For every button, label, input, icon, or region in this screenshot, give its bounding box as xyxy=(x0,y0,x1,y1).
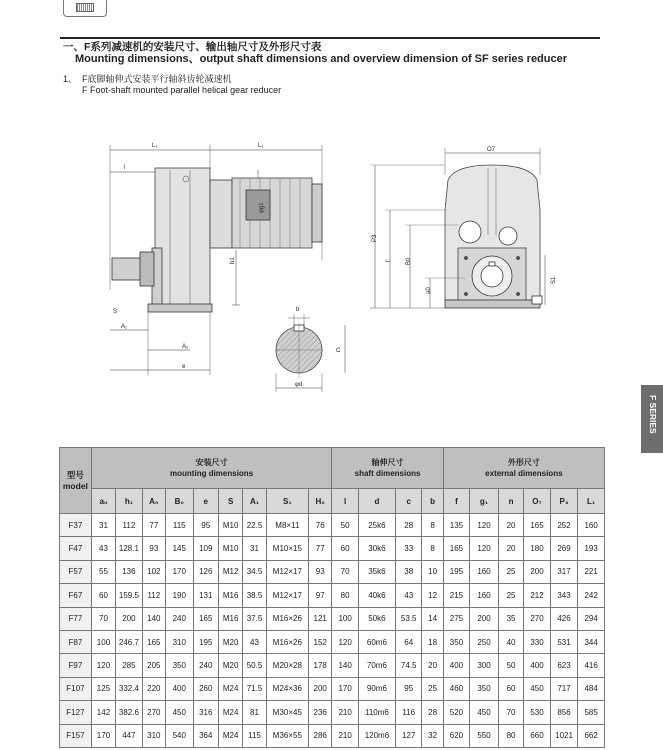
value-cell: 18 xyxy=(422,630,443,653)
value-cell: 332.4 xyxy=(116,677,143,700)
value-cell: 447 xyxy=(116,724,143,747)
value-cell: M10 xyxy=(218,514,242,537)
value-cell: M12×17 xyxy=(266,560,308,583)
value-cell: 50 xyxy=(498,654,523,677)
value-cell: 95 xyxy=(395,677,422,700)
value-cell: 43 xyxy=(91,537,115,560)
value-cell: 64 xyxy=(395,630,422,653)
value-cell: 350 xyxy=(470,677,499,700)
value-cell: 30k6 xyxy=(358,537,395,560)
value-cell: 93 xyxy=(142,537,165,560)
dim-label-h1: h1 xyxy=(230,257,236,264)
value-cell: 60m6 xyxy=(358,630,395,653)
value-cell: 77 xyxy=(309,537,332,560)
value-cell: 236 xyxy=(309,701,332,724)
value-cell: 140 xyxy=(332,654,359,677)
value-cell: 200 xyxy=(524,560,551,583)
value-cell: 165 xyxy=(443,537,470,560)
value-cell: 31 xyxy=(243,537,266,560)
value-cell: 20 xyxy=(498,537,523,560)
value-cell: 50.5 xyxy=(243,654,266,677)
value-cell: 127 xyxy=(395,724,422,747)
value-cell: M24×36 xyxy=(266,677,308,700)
value-cell: 76 xyxy=(309,514,332,537)
dim-label-O7: O7 xyxy=(487,147,496,153)
value-cell: 40k6 xyxy=(358,584,395,607)
value-cell: M20 xyxy=(218,630,242,653)
value-cell: M36×55 xyxy=(266,724,308,747)
value-cell: 100 xyxy=(332,607,359,630)
table-row xyxy=(60,654,605,677)
value-cell: 20 xyxy=(498,514,523,537)
value-cell: M16×26 xyxy=(266,630,308,653)
value-cell: M24 xyxy=(218,677,242,700)
value-cell: 100 xyxy=(91,630,115,653)
value-cell: 31 xyxy=(91,514,115,537)
value-cell: 1021 xyxy=(550,724,578,747)
value-cell: M20×28 xyxy=(266,654,308,677)
value-cell: 20 xyxy=(422,654,443,677)
column-header: l xyxy=(332,489,359,514)
value-cell: 40 xyxy=(498,630,523,653)
value-cell: 110m6 xyxy=(358,701,395,724)
value-cell: 159.5 xyxy=(116,584,143,607)
value-cell: 221 xyxy=(578,560,605,583)
dim-label-f: f xyxy=(386,260,392,262)
series-side-tab-label: F SERIES xyxy=(648,395,658,434)
value-cell: 71.5 xyxy=(243,677,266,700)
item-title-en: F Foot-shaft mounted parallel helical gear reducer xyxy=(82,85,282,95)
value-cell: 120 xyxy=(470,537,499,560)
value-cell: 330 xyxy=(524,630,551,653)
value-cell: 70 xyxy=(498,701,523,724)
value-cell: 95 xyxy=(193,514,218,537)
section-title-en: Mounting dimensions、output shaft dimensions and overview dimension of SF series reducer xyxy=(75,53,568,65)
column-header: d xyxy=(358,489,395,514)
value-cell: 195 xyxy=(193,630,218,653)
value-cell: 530 xyxy=(524,701,551,724)
value-cell: 317 xyxy=(550,560,578,583)
dim-label-g1: φg1 xyxy=(259,202,265,213)
value-cell: M24 xyxy=(218,724,242,747)
value-cell: 136 xyxy=(116,560,143,583)
value-cell: 200 xyxy=(116,607,143,630)
dim-label-l: l xyxy=(124,165,126,171)
value-cell: 210 xyxy=(332,724,359,747)
value-cell: 165 xyxy=(524,514,551,537)
table-row xyxy=(60,607,605,630)
value-cell: M16 xyxy=(218,584,242,607)
value-cell: 212 xyxy=(524,584,551,607)
value-cell: 90m6 xyxy=(358,677,395,700)
column-header: A₀ xyxy=(142,489,165,514)
value-cell: M12 xyxy=(218,560,242,583)
value-cell: 286 xyxy=(309,724,332,747)
model-cell: F47 xyxy=(60,537,92,560)
value-cell: 140 xyxy=(142,607,165,630)
value-cell: 484 xyxy=(578,677,605,700)
value-cell: 60 xyxy=(498,677,523,700)
value-cell: 170 xyxy=(91,724,115,747)
value-cell: 400 xyxy=(165,677,193,700)
value-cell: 531 xyxy=(550,630,578,653)
value-cell: 294 xyxy=(578,607,605,630)
dim-label-S: S xyxy=(113,309,118,315)
model-cell: F107 xyxy=(60,677,92,700)
value-cell: 120m6 xyxy=(358,724,395,747)
dim-label-B0: B0 xyxy=(406,257,412,265)
dimension-table xyxy=(59,447,605,748)
column-header: h₁ xyxy=(116,489,143,514)
dim-label-A1: A₁ xyxy=(121,324,128,330)
table-row xyxy=(60,584,605,607)
value-cell: 43 xyxy=(243,630,266,653)
value-cell: 210 xyxy=(332,701,359,724)
table-row xyxy=(60,724,605,747)
column-header: g₁ xyxy=(470,489,499,514)
value-cell: 220 xyxy=(142,677,165,700)
value-cell: 55 xyxy=(91,560,115,583)
column-header: n xyxy=(498,489,523,514)
front-view-drawing xyxy=(370,148,545,308)
value-cell: 240 xyxy=(165,607,193,630)
value-cell: 242 xyxy=(578,584,605,607)
value-cell: 200 xyxy=(309,677,332,700)
value-cell: 35k6 xyxy=(358,560,395,583)
value-cell: 120 xyxy=(470,514,499,537)
value-cell: 520 xyxy=(443,701,470,724)
value-cell: 460 xyxy=(443,677,470,700)
value-cell: 200 xyxy=(470,607,499,630)
value-cell: 12 xyxy=(422,584,443,607)
value-cell: 343 xyxy=(550,584,578,607)
value-cell: 28 xyxy=(395,514,422,537)
value-cell: 180 xyxy=(524,537,551,560)
column-header: S₁ xyxy=(266,489,308,514)
value-cell: 382.6 xyxy=(116,701,143,724)
value-cell: 80 xyxy=(498,724,523,747)
value-cell: 350 xyxy=(165,654,193,677)
value-cell: 115 xyxy=(243,724,266,747)
column-header: O₇ xyxy=(524,489,551,514)
value-cell: 193 xyxy=(578,537,605,560)
value-cell: 450 xyxy=(165,701,193,724)
value-cell: 160 xyxy=(470,584,499,607)
value-cell: 102 xyxy=(142,560,165,583)
value-cell: 97 xyxy=(309,584,332,607)
value-cell: 717 xyxy=(550,677,578,700)
dim-label-S1: S1 xyxy=(551,276,557,284)
value-cell: 142 xyxy=(91,701,115,724)
model-cell: F67 xyxy=(60,584,92,607)
value-cell: 112 xyxy=(116,514,143,537)
value-cell: 300 xyxy=(470,654,499,677)
model-cell: F157 xyxy=(60,724,92,747)
value-cell: 43 xyxy=(395,584,422,607)
value-cell: 145 xyxy=(165,537,193,560)
value-cell: 350 xyxy=(443,630,470,653)
value-cell: 450 xyxy=(524,677,551,700)
model-cell: F127 xyxy=(60,701,92,724)
table-row xyxy=(60,514,605,537)
column-header: H₀ xyxy=(309,489,332,514)
dim-label-L1-left: L₁ xyxy=(152,143,158,149)
value-cell: 178 xyxy=(309,654,332,677)
table-row xyxy=(60,537,605,560)
column-header: e xyxy=(193,489,218,514)
column-header: a₀ xyxy=(91,489,115,514)
value-cell: 81 xyxy=(243,701,266,724)
value-cell: 50 xyxy=(332,514,359,537)
shaft-group-header: 轴伸尺寸 shaft dimensions xyxy=(332,448,443,489)
value-cell: 93 xyxy=(309,560,332,583)
value-cell: M24 xyxy=(218,701,242,724)
model-cell: F77 xyxy=(60,607,92,630)
value-cell: 540 xyxy=(165,724,193,747)
item-title-cn: F底脚轴伸式安装平行轴斜齿轮减速机 xyxy=(82,74,232,84)
column-header: c xyxy=(395,489,422,514)
table-column-header xyxy=(60,489,605,514)
value-cell: 128.1 xyxy=(116,537,143,560)
value-cell: 38.5 xyxy=(243,584,266,607)
value-cell: 170 xyxy=(165,560,193,583)
value-cell: 620 xyxy=(443,724,470,747)
value-cell: 165 xyxy=(142,630,165,653)
table-row xyxy=(60,560,605,583)
value-cell: 275 xyxy=(443,607,470,630)
value-cell: 37.5 xyxy=(243,607,266,630)
shaft-section-drawing xyxy=(275,314,345,392)
value-cell: 50k6 xyxy=(358,607,395,630)
value-cell: 70m6 xyxy=(358,654,395,677)
table-row xyxy=(60,630,605,653)
model-cell: F57 xyxy=(60,560,92,583)
value-cell: M20 xyxy=(218,654,242,677)
value-cell: 80 xyxy=(332,584,359,607)
dim-label-e: e xyxy=(182,364,186,370)
value-cell: 8 xyxy=(422,514,443,537)
value-cell: 116 xyxy=(395,701,422,724)
value-cell: 260 xyxy=(193,677,218,700)
dim-label-C: C xyxy=(336,348,341,354)
value-cell: 416 xyxy=(578,654,605,677)
column-header: B₀ xyxy=(165,489,193,514)
value-cell: 285 xyxy=(116,654,143,677)
value-cell: 205 xyxy=(142,654,165,677)
value-cell: M8×11 xyxy=(266,514,308,537)
value-cell: 53.5 xyxy=(395,607,422,630)
value-cell: 135 xyxy=(443,514,470,537)
column-header: f xyxy=(443,489,470,514)
value-cell: 252 xyxy=(550,514,578,537)
dim-label-A0: A₁ xyxy=(182,344,189,350)
dim-label-a0: a0 xyxy=(426,287,432,294)
value-cell: 152 xyxy=(309,630,332,653)
value-cell: 22.5 xyxy=(243,514,266,537)
section-title-cn: 一、F系列减速机的安装尺寸、输出轴尺寸及外形尺寸表 xyxy=(63,41,322,53)
value-cell: 33 xyxy=(395,537,422,560)
value-cell: 115 xyxy=(165,514,193,537)
model-header: 型号 model xyxy=(60,448,92,514)
value-cell: 160 xyxy=(470,560,499,583)
column-header: b xyxy=(422,489,443,514)
dim-label-b: b xyxy=(296,307,300,313)
value-cell: 25 xyxy=(498,584,523,607)
value-cell: 70 xyxy=(91,607,115,630)
item-number: 1、 xyxy=(63,74,78,84)
value-cell: M30×45 xyxy=(266,701,308,724)
value-cell: 32 xyxy=(422,724,443,747)
value-cell: 344 xyxy=(578,630,605,653)
value-cell: 170 xyxy=(332,677,359,700)
value-cell: 400 xyxy=(524,654,551,677)
value-cell: 623 xyxy=(550,654,578,677)
value-cell: 364 xyxy=(193,724,218,747)
model-cell: F87 xyxy=(60,630,92,653)
value-cell: 856 xyxy=(550,701,578,724)
column-header: L₁ xyxy=(578,489,605,514)
value-cell: M12×17 xyxy=(266,584,308,607)
value-cell: 195 xyxy=(443,560,470,583)
column-header: S xyxy=(218,489,242,514)
value-cell: 38 xyxy=(395,560,422,583)
value-cell: 125 xyxy=(91,677,115,700)
value-cell: 14 xyxy=(422,607,443,630)
column-header: P₃ xyxy=(550,489,578,514)
value-cell: 550 xyxy=(470,724,499,747)
value-cell: 400 xyxy=(443,654,470,677)
table-group-header xyxy=(60,448,605,489)
external-group-header: 外形尺寸 external dimensions xyxy=(443,448,604,489)
value-cell: 131 xyxy=(193,584,218,607)
value-cell: 165 xyxy=(193,607,218,630)
dimension-table-body xyxy=(60,448,605,748)
value-cell: 246.7 xyxy=(116,630,143,653)
table-row xyxy=(60,701,605,724)
value-cell: 240 xyxy=(193,654,218,677)
value-cell: 8 xyxy=(422,537,443,560)
value-cell: 121 xyxy=(309,607,332,630)
value-cell: 28 xyxy=(422,701,443,724)
value-cell: 270 xyxy=(142,701,165,724)
model-cell: F37 xyxy=(60,514,92,537)
value-cell: 10 xyxy=(422,560,443,583)
value-cell: M10×15 xyxy=(266,537,308,560)
value-cell: 126 xyxy=(193,560,218,583)
value-cell: 25 xyxy=(498,560,523,583)
dim-label-L1-right: L₁ xyxy=(258,143,264,149)
value-cell: 426 xyxy=(550,607,578,630)
value-cell: 310 xyxy=(142,724,165,747)
value-cell: 190 xyxy=(165,584,193,607)
value-cell: 215 xyxy=(443,584,470,607)
value-cell: 35 xyxy=(498,607,523,630)
dim-label-d: φd xyxy=(295,382,303,388)
value-cell: 269 xyxy=(550,537,578,560)
value-cell: 70 xyxy=(332,560,359,583)
table-row xyxy=(60,677,605,700)
value-cell: 120 xyxy=(332,630,359,653)
column-header: A₁ xyxy=(243,489,266,514)
value-cell: 316 xyxy=(193,701,218,724)
value-cell: 25 xyxy=(422,677,443,700)
value-cell: 60 xyxy=(91,584,115,607)
value-cell: 250 xyxy=(470,630,499,653)
model-cell: F97 xyxy=(60,654,92,677)
value-cell: 270 xyxy=(524,607,551,630)
value-cell: 25k6 xyxy=(358,514,395,537)
value-cell: M10 xyxy=(218,537,242,560)
value-cell: 34.5 xyxy=(243,560,266,583)
value-cell: 662 xyxy=(578,724,605,747)
value-cell: 450 xyxy=(470,701,499,724)
value-cell: M16×26 xyxy=(266,607,308,630)
value-cell: M16 xyxy=(218,607,242,630)
value-cell: 120 xyxy=(91,654,115,677)
value-cell: 77 xyxy=(142,514,165,537)
value-cell: 160 xyxy=(578,514,605,537)
value-cell: 74.5 xyxy=(395,654,422,677)
value-cell: 112 xyxy=(142,584,165,607)
value-cell: 60 xyxy=(332,537,359,560)
mount-group-header: 安装尺寸 mounting dimensions xyxy=(91,448,332,489)
value-cell: 585 xyxy=(578,701,605,724)
value-cell: 109 xyxy=(193,537,218,560)
value-cell: 310 xyxy=(165,630,193,653)
dim-label-P3: P3 xyxy=(372,234,378,242)
value-cell: 660 xyxy=(524,724,551,747)
